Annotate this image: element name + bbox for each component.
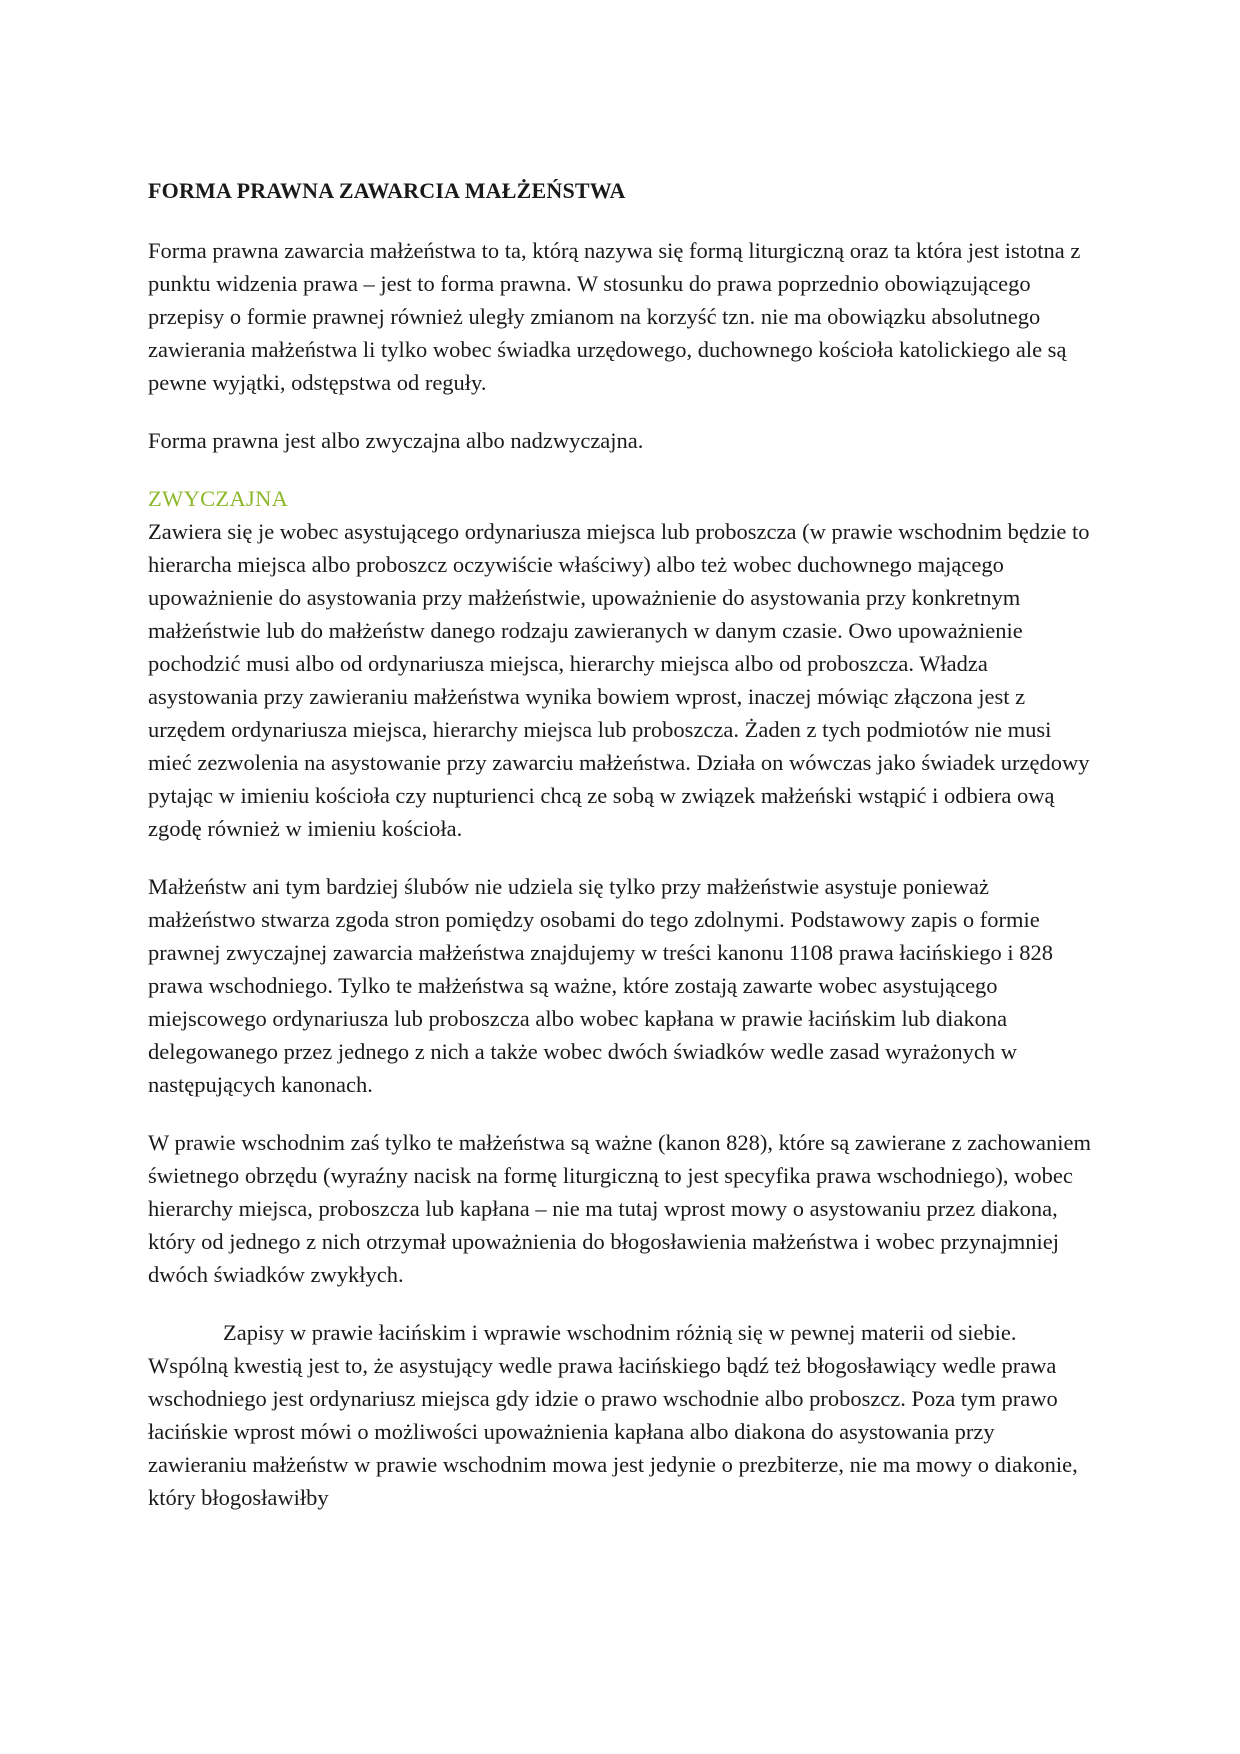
- section-heading-ordinary: ZWYCZAJNA: [148, 486, 289, 511]
- paragraph-ordinary: Zawiera się je wobec asystującego ordynariusza miejsca lub proboszcza (w prawie wschodnim będzie to hierarcha miejsca albo proboszcz oczywiście właściwy) albo też wobec duchownego mającego upoważnienie do asystowania przy małżeństwie, upoważnienie do asystowania przy konkretnym małżeństwie lub do małżeństw danego rodzaju zawieranych w danym czasie. Owo upoważnienie pochodzić musi albo od ordynariusza miejsca, hierarchy miejsca albo od proboszcza. Władza asystowania przy zawieraniu małżeństwa wynika bowiem wprost, inaczej mówiąc złączona jest z urzędem ordynariusza miejsca, hierarchy miejsca lub proboszcza. Żaden z tych podmiotów nie musi mieć zezwolenia na asystowanie przy zawarciu małżeństwa. Działa on wówczas jako świadek urzędowy pytając w imieniu kościoła czy nupturienci chcą ze sobą w związek małżeński wstąpić i odbiera ową zgodę również w imieniu kościoła.: [148, 519, 1090, 841]
- paragraph-comparison: Zapisy w prawie łacińskim i wprawie wschodnim różnią się w pewnej materii od siebie. Wspólną kwestią jest to, że asystujący wedle prawa łacińskiego bądź też błogosławiący wedle prawa wschodniego jest ordynariusz miejsca gdy idzie o prawo wschodnie albo proboszcz. Poza tym prawo łacińskie wprost mówi o możliwości upoważnienia kapłana albo diakona do asystowania przy zawieraniu małżeństw w prawie wschodnim mowa jest jedynie o prezbiterze, nie ma mowy o diakonie, który błogosławiłby: [148, 1320, 1078, 1510]
- paragraph-latin-law: Małżeństw ani tym bardziej ślubów nie udziela się tylko przy małżeństwie asystuje ponieważ małżeństwo stwarza zgoda stron pomiędzy osobami do tego zdolnymi. Podstawowy zapis o formie prawnej zwyczajnej zawarcia małżeństwa znajdujemy w treści kanonu 1108 prawa łacińskiego i 828 prawa wschodniego. Tylko te małżeństwa są ważne, które zostają zawarte wobec asystującego miejscowego ordynariusza lub proboszcza albo wobec kapłana w prawie łacińskim lub diakona delegowanego przez jednego z nich a także wobec dwóch świadków wedle zasad wyrażonych w następujących kanonach.: [148, 874, 1054, 1097]
- paragraph-intro: Forma prawna zawarcia małżeństwa to ta, którą nazywa się formą liturgiczną oraz ta która jest istotna z punktu widzenia prawa – jest to forma prawna. W stosunku do prawa poprzednio obowiązującego przepisy o formie prawnej również uległy zmianom na korzyść tzn. nie ma obowiązku absolutnego zawierania małżeństwa li tylko wobec świadka urzędowego, duchownego kościoła katolickiego ale są pewne wyjątki, odstępstwa od reguły.: [148, 238, 1081, 395]
- document-title: FORMA PRAWNA ZAWARCIA MAŁŻEŃSTWA: [148, 178, 626, 203]
- document-body: [148, 176, 1098, 1514]
- paragraph-types: Forma prawna jest albo zwyczajna albo nadzwyczajna.: [148, 428, 644, 453]
- paragraph-eastern-law: W prawie wschodnim zaś tylko te małżeństwa są ważne (kanon 828), które są zawierane z zachowaniem świetnego obrzędu (wyraźny nacisk na formę liturgiczną to jest specyfika prawa wschodniego), wobec hierarchy miejsca, proboszcza lub kapłana – nie ma tutaj wprost mowy o asystowaniu przez diakona, który od jednego z nich otrzymał upoważnienia do błogosławienia małżeństwa i wobec przynajmniej dwóch świadków zwykłych.: [148, 1130, 1091, 1287]
